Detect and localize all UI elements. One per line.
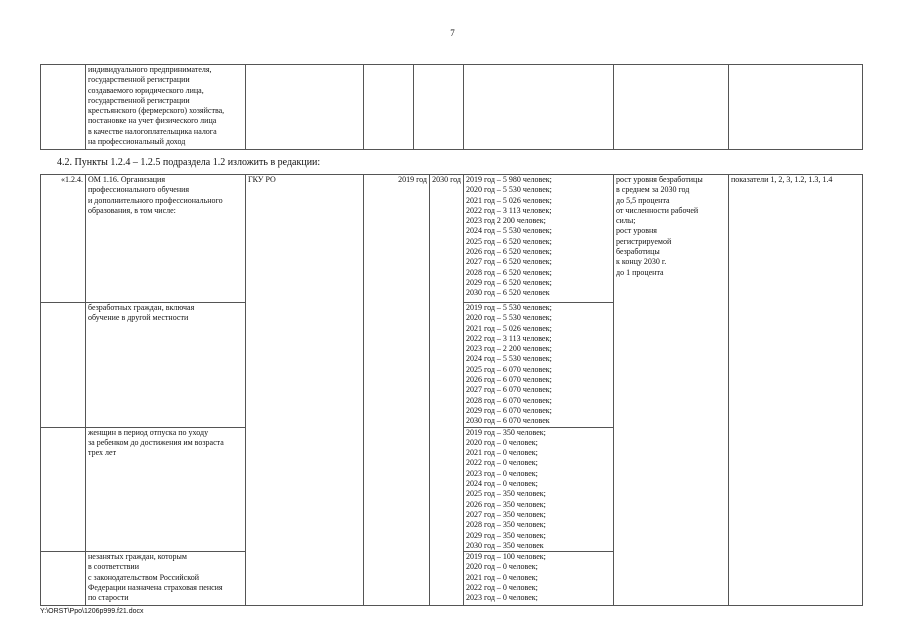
continued-table bbox=[40, 64, 863, 150]
row-label: безработных граждан, включая обучение в другой местности bbox=[86, 303, 246, 428]
indicators: показатели 1, 2, 3, 1.2, 1.3, 1.4 bbox=[729, 175, 863, 606]
cell-number bbox=[41, 65, 86, 150]
start-year: 2019 год bbox=[364, 175, 430, 606]
values-women: 2019 год – 350 человек; 2020 год – 0 человек; 2021 год – 0 человек; 2022 год – 0 человек; 2023 год – 0 человек; 2024 год – 0 человек; 2025 год – 350 человек; 2026 год – 350 человек; 2027 год – 350 человек; 2028 год – 350 человек; 2029 год – 350 человек; 2030 год – 350 человек bbox=[464, 427, 614, 552]
item-number: «1.2.4. bbox=[41, 175, 86, 303]
row-label: женщин в период отпуска по уходу за ребенком до достижения им возраста трех лет bbox=[86, 427, 246, 552]
cell-measure-text: индивидуального предпринимателя, государственной регистрации создаваемого юридического лица, государственной регистрации крестьянского (фермерского) хозяйства, постановке на учет физического лица в качестве налогоплательщика налога на профессиональный доход bbox=[86, 65, 246, 150]
measures-table bbox=[40, 174, 863, 606]
row-label: незанятых граждан, которым в соответствии с законодательством Российской Федерации назначена страховая пенсия по старости bbox=[86, 552, 246, 606]
section-heading: 4.2. Пункты 1.2.4 – 1.2.5 подраздела 1.2 изложить в редакции: bbox=[57, 157, 321, 168]
expected-result: рост уровня безработицы в среднем за 2030 год до 5,5 процента от численности рабочей силы; рост уровня регистрируемой безработицы к концу 2030 г. до 1 процента bbox=[614, 175, 729, 606]
table-row bbox=[41, 175, 863, 303]
executor: ГКУ РО bbox=[246, 175, 364, 606]
file-path-footer: Y:\ORST\Ppo\1206p999.f21.docx bbox=[40, 608, 144, 615]
page-number: 7 bbox=[450, 28, 455, 38]
values-pensioners: 2019 год – 100 человек; 2020 год – 0 человек; 2021 год – 0 человек; 2022 год – 0 человек; 2023 год – 0 человек; bbox=[464, 552, 614, 606]
values-unemployed: 2019 год – 5 530 человек; 2020 год – 5 530 человек; 2021 год – 5 026 человек; 2022 год – 3 113 человек; 2023 год – 2 200 человек; 2024 год – 5 530 человек; 2025 год – 6 070 человек; 2026 год – 6 070 человек; 2027 год – 6 070 человек; 2028 год – 6 070 человек; 2029 год – 6 070 человек; 2030 год – 6 070 человек bbox=[464, 303, 614, 428]
measure-name: ОМ 1.16. Организация профессионального обучения и дополнительного профессионального образования, в том числе: bbox=[86, 175, 246, 303]
end-year: 2030 год bbox=[430, 175, 464, 606]
values-total: 2019 год – 5 980 человек; 2020 год – 5 530 человек; 2021 год – 5 026 человек; 2022 год – 3 113 человек; 2023 год 2 200 человек; 2024 год – 5 530 человек; 2025 год – 6 520 человек; 2026 год – 6 520 человек; 2027 год – 6 520 человек; 2028 год – 6 520 человек; 2029 год – 6 520 человек; 2030 год – 6 520 человек bbox=[464, 175, 614, 303]
